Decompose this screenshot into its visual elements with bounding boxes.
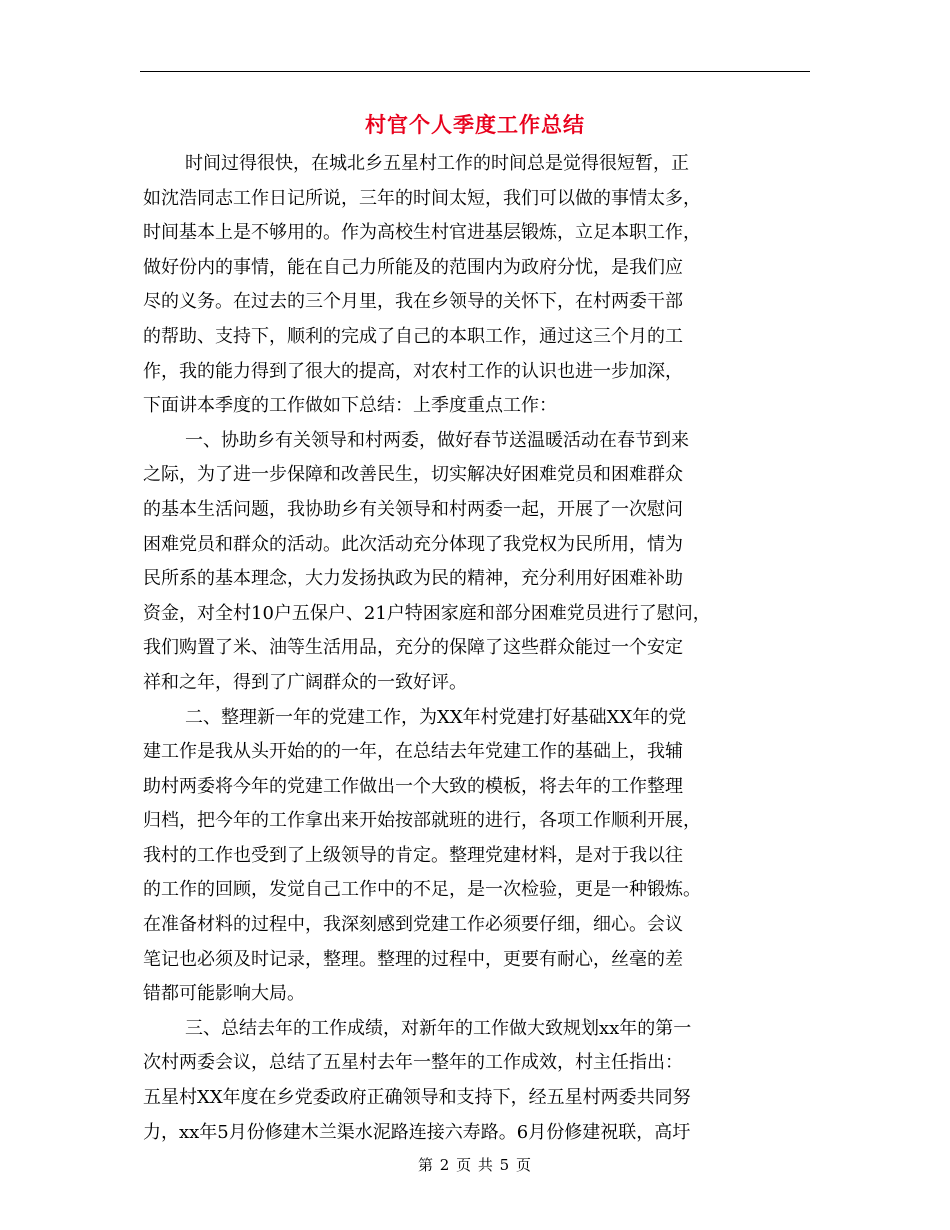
page-number: 第 2 页 共 5 页 bbox=[418, 1156, 532, 1174]
text-line: 的工作的回顾，发觉自己工作中的不足，是一次检验，更是一种锻炼。 bbox=[143, 879, 701, 901]
text-line: 时间基本上是不够用的。作为高校生村官进基层锻炼，立足本职工作， bbox=[143, 222, 701, 244]
text-line: 错都可能影响大局。 bbox=[143, 983, 305, 1005]
text-line: 困难党员和群众的活动。此次活动充分体现了我党权为民所用，情为 bbox=[143, 533, 683, 555]
text-line: 一、协助乡有关领导和村两委，做好春节送温暖活动在春节到来 bbox=[185, 429, 689, 451]
text-line: 时间过得很快，在城北乡五星村工作的时间总是觉得很短暂，正 bbox=[185, 153, 689, 174]
text-line: 祥和之年，得到了广阔群众的一致好评。 bbox=[143, 671, 467, 693]
text-line: 次村两委会议，总结了五星村去年一整年的工作成效，村主任指出： bbox=[143, 1052, 683, 1074]
text-line: 尽的义务。在过去的三个月里，我在乡领导的关怀下，在村两委干部 bbox=[143, 291, 683, 313]
document-body bbox=[143, 147, 811, 1150]
text-line: 三、总结去年的工作成绩，对新年的工作做大致规划xx年的第一 bbox=[185, 1017, 692, 1039]
text-line: 我们购置了米、油等生活用品，充分的保障了这些群众能过一个安定 bbox=[143, 637, 683, 659]
text-line: 二、整理新一年的党建工作，为XX年村党建打好基础XX年的党 bbox=[185, 706, 687, 728]
text-line: 力，xx年5月份修建木兰渠水泥路连接六寿路。6月份修建祝联，高圩 bbox=[143, 1121, 691, 1143]
text-line: 助村两委将今年的党建工作做出一个大致的模板，将去年的工作整理 bbox=[143, 775, 683, 797]
text-line: 归档，把今年的工作拿出来开始按部就班的进行，各项工作顺利开展， bbox=[143, 810, 701, 832]
text-line: 民所系的基本理念，大力发扬执政为民的精神，充分利用好困难补助 bbox=[143, 568, 683, 590]
text-line: 的帮助、支持下，顺利的完成了自己的本职工作，通过这三个月的工 bbox=[143, 325, 683, 347]
text-line: 资金，对全村10户五保户、21户特困家庭和部分困难党员进行了慰问， bbox=[143, 602, 711, 624]
text-line: 五星村XX年度在乡党委政府正确领导和支持下，经五星村两委共同努 bbox=[143, 1087, 691, 1109]
text-line: 作，我的能力得到了很大的提高，对农村工作的认识也进一步加深， bbox=[143, 360, 683, 382]
text-line: 的基本生活问题，我协助乡有关领导和村两委一起，开展了一次慰问 bbox=[143, 498, 683, 520]
text-line: 我村的工作也受到了上级领导的肯定。整理党建材料，是对于我以往 bbox=[143, 844, 683, 866]
text-line: 笔记也必须及时记录，整理。整理的过程中，更要有耐心，丝毫的差 bbox=[143, 948, 683, 970]
text-line: 做好份内的事情，能在自己力所能及的范围内为政府分忧，是我们应 bbox=[143, 256, 683, 278]
text-line: 建工作是我从头开始的的一年，在总结去年党建工作的基础上，我辅 bbox=[143, 741, 683, 763]
header-rule bbox=[140, 71, 810, 72]
text-line: 之际，为了进一步保障和改善民生，切实解决好困难党员和困难群众 bbox=[143, 464, 683, 486]
document-title: 村官个人季度工作总结 bbox=[365, 112, 585, 137]
text-line: 在准备材料的过程中，我深刻感到党建工作必须要仔细，细心。会议 bbox=[143, 914, 683, 936]
text-line: 下面讲本季度的工作做如下总结：上季度重点工作： bbox=[143, 395, 557, 417]
text-line: 如沈浩同志工作日记所说，三年的时间太短，我们可以做的事情太多， bbox=[143, 187, 701, 209]
